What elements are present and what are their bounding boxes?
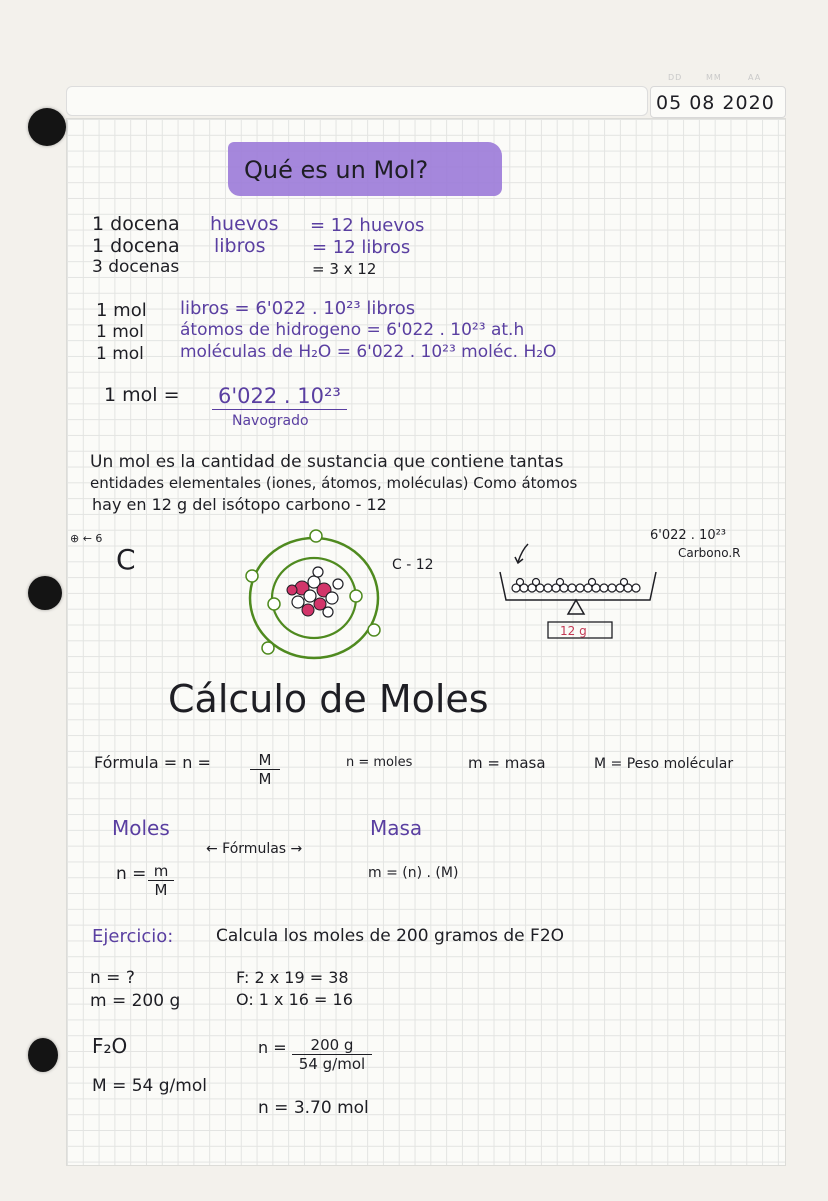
section-title: Cálculo de Moles — [168, 677, 489, 721]
proton-count: ⊕ ← 6 — [70, 532, 103, 545]
carbon-atom-diagram — [244, 526, 394, 666]
formula-denominator: M — [258, 770, 272, 788]
docena-3: 3 docenas — [92, 257, 180, 277]
moles-heading: Moles — [112, 816, 170, 840]
docena-1-item: huevos — [210, 213, 279, 235]
isotope-label: C - 12 — [392, 557, 434, 573]
carbon-count: 6'022 . 10²³ — [650, 528, 727, 543]
mol-line-1: libros = 6'022 . 10²³ libros — [180, 298, 416, 319]
date-caption-year: AA — [748, 73, 762, 82]
date-caption-day: DD — [668, 73, 683, 82]
moles-formula-lhs: n = — [116, 864, 147, 884]
legend-moles: n = moles — [346, 755, 413, 770]
ejercicio-label: Ejercicio: — [92, 926, 174, 947]
binder-hole — [28, 108, 66, 146]
mol-line-3-prefix: 1 mol — [96, 344, 144, 364]
mol-line-2: átomos de hidrogeno = 6'022 . 10²³ at.h — [180, 320, 525, 340]
header-strip — [66, 86, 648, 116]
legend-masa: m = masa — [468, 754, 546, 772]
n-calc-denominator: 54 g/mol — [298, 1055, 366, 1073]
result: n = 3.70 mol — [258, 1098, 369, 1118]
avogadro-label: Navogrado — [232, 413, 309, 429]
mol-line-2-prefix: 1 mol — [96, 322, 144, 342]
n-calc-lhs: n = — [258, 1038, 287, 1057]
moles-formula-numerator: m — [148, 862, 174, 881]
avogadro-value: 6'022 . 10²³ — [212, 386, 347, 410]
nucleus — [287, 567, 343, 617]
carbon-symbol: C — [116, 543, 136, 576]
scale-mass: 12 g — [560, 624, 587, 638]
binder-hole — [28, 1038, 58, 1072]
formula-fraction — [250, 751, 280, 788]
masa-heading: Masa — [370, 816, 423, 840]
given-n: n = ? — [90, 968, 135, 988]
docena-2: 1 docena — [92, 235, 180, 257]
avogadro-lhs: 1 mol = — [104, 384, 180, 406]
docena-1-eq: = 12 huevos — [310, 215, 425, 236]
molar-mass: M = 54 g/mol — [92, 1076, 207, 1096]
definition-line-3: hay en 12 g del isótopo carbono - 12 — [92, 495, 387, 514]
ejercicio-text: Calcula los moles de 200 gramos de F2O — [216, 926, 565, 946]
date: 05 08 2020 — [656, 92, 775, 114]
docena-3-eq: = 3 x 12 — [312, 260, 377, 278]
definition-line-2: entidades elementales (iones, átomos, moléculas) Como átomos — [90, 474, 578, 492]
calc-fluor: F: 2 x 19 = 38 — [236, 968, 349, 987]
date-caption-month: MM — [706, 73, 722, 82]
n-calc-numerator: 200 g — [292, 1036, 372, 1055]
legend-peso: M = Peso molécular — [594, 756, 734, 772]
formula-numerator: M — [250, 751, 280, 770]
atoms-on-scale — [512, 579, 640, 593]
docena-2-eq: = 12 libros — [312, 237, 411, 258]
docena-2-item: libros — [214, 235, 266, 257]
carbon-count-label: Carbono.R — [678, 546, 741, 560]
moles-formula-fraction — [148, 862, 174, 899]
page-title: Qué es un Mol? — [244, 156, 429, 184]
moles-formula-denominator: M — [154, 881, 168, 899]
formulas-arrows: ← Fórmulas → — [206, 841, 303, 857]
mol-line-3: moléculas de H₂O = 6'022 . 10²³ moléc. H₂O — [180, 342, 557, 362]
definition-line-1: Un mol es la cantidad de sustancia que contiene tantas — [90, 452, 564, 472]
masa-formula: m = (n) . (M) — [368, 865, 459, 881]
given-m: m = 200 g — [90, 991, 181, 1011]
formula-label: Fórmula = n = — [94, 753, 211, 772]
n-calc-fraction — [292, 1036, 372, 1073]
compound: F₂O — [92, 1034, 128, 1058]
docena-1: 1 docena — [92, 213, 180, 235]
scale-stand — [568, 600, 584, 614]
mol-line-1-prefix: 1 mol — [96, 300, 147, 321]
calc-oxygen: O: 1 x 16 = 16 — [236, 990, 353, 1009]
binder-hole — [28, 576, 62, 610]
